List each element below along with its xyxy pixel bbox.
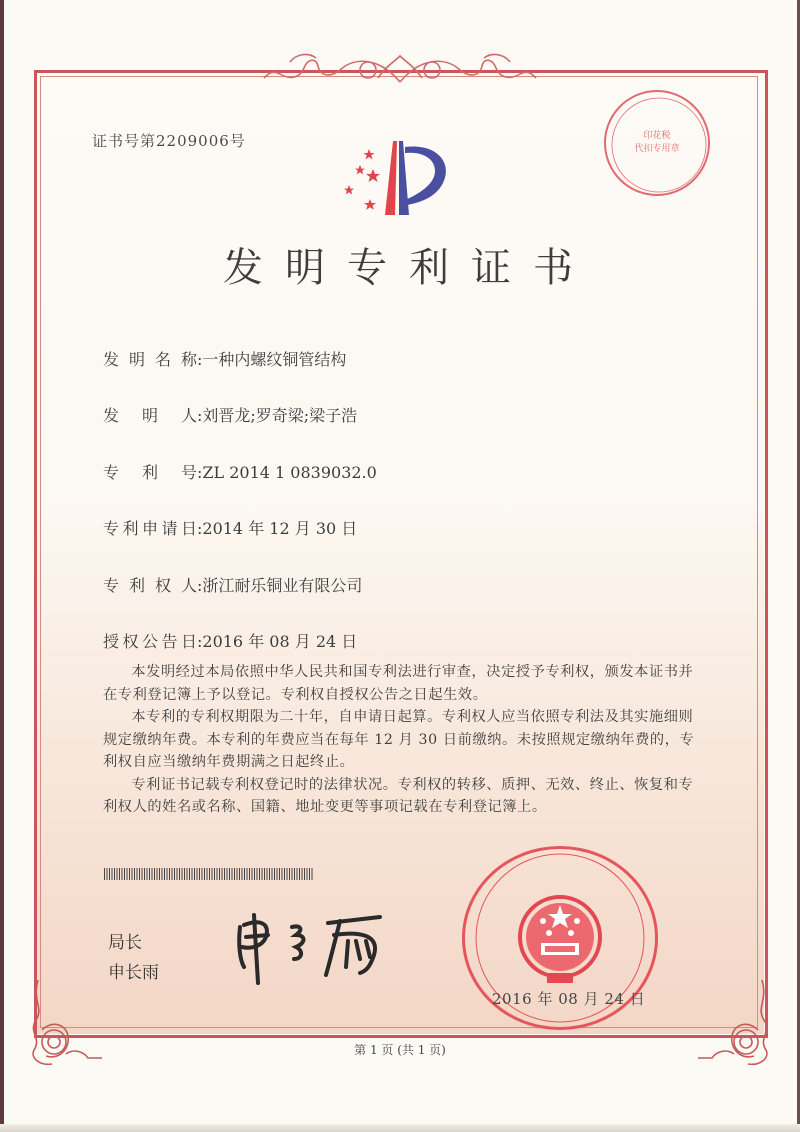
field-label: 专利权人 xyxy=(103,576,197,595)
field-application-date: 专利申请日:2014 年 12 月 30 日 xyxy=(103,516,357,539)
field-inventors: 发明人:刘晋龙;罗奇梁;梁子浩 xyxy=(103,403,357,426)
field-value: 2016 年 08 月 24 日 xyxy=(202,632,358,651)
body-paragraph: 本专利的专利权期限为二十年，自申请日起算。专利权人应当依照专利法及其实施细则规定缴纳年费。本专利的年费应当在每年 12 月 30 日前缴纳。未按照规定缴纳年费的，专利权自应当缴纳年费期满之日起终止。 xyxy=(103,709,695,770)
field-patentee: 专利权人:浙江耐乐铜业有限公司 xyxy=(103,573,362,596)
director-title: 局长 xyxy=(108,933,142,953)
stamp-duty-seal xyxy=(604,90,710,196)
page-edge xyxy=(0,0,4,1132)
page-number: 第 1 页 (共 1 页) xyxy=(354,1043,446,1057)
field-label: 授权公告日 xyxy=(103,632,197,651)
certificate-title: 发明专利证书 xyxy=(223,245,595,291)
national-emblem-icon xyxy=(517,891,603,987)
certificate-body xyxy=(103,661,703,819)
certificate-number: 证书号第2209006号 xyxy=(92,132,246,150)
field-label: 专利号 xyxy=(103,463,197,482)
cnipa-logo-icon xyxy=(325,133,455,218)
seal-date: 2016 年 08 月 24 日 xyxy=(492,990,646,1008)
field-label: 发明人 xyxy=(103,406,197,425)
field-value: 浙江耐乐铜业有限公司 xyxy=(202,576,363,595)
field-grant-date: 授权公告日:2016 年 08 月 24 日 xyxy=(103,629,357,652)
top-ornament-icon xyxy=(260,48,540,88)
seal-inner-line-1: 印花税 xyxy=(643,131,671,141)
director-name: 申长雨 xyxy=(108,963,159,983)
field-invention-name: 发明名称:一种内螺纹铜管结构 xyxy=(103,347,346,370)
signature-icon xyxy=(230,905,410,985)
field-value: 刘晋龙;罗奇梁;梁子浩 xyxy=(202,406,358,425)
field-value: 一种内螺纹铜管结构 xyxy=(202,350,347,369)
page-shadow xyxy=(0,1124,800,1132)
seal-inner-line-2: 代扣专用章 xyxy=(634,144,680,154)
field-label: 发明名称 xyxy=(103,350,197,369)
field-value: 2014 年 12 月 30 日 xyxy=(202,519,358,538)
body-paragraph: 专利证书记载专利权登记时的法律状况。专利权的转移、质押、无效、终止、恢复和专利权人的姓名或名称、国籍、地址变更等事项记载在专利登记簿上。 xyxy=(103,776,694,815)
barcode xyxy=(104,868,314,880)
body-paragraph: 本发明经过本局依照中华人民共和国专利法进行审查，决定授予专利权，颁发本证书并在专利登记簿上予以登记。专利权自授权公告之日起生效。 xyxy=(103,664,694,703)
field-patent-number: 专利号:ZL 2014 1 0839032.0 xyxy=(103,460,377,483)
field-value: ZL 2014 1 0839032.0 xyxy=(202,463,377,482)
field-label: 专利申请日 xyxy=(103,519,197,538)
